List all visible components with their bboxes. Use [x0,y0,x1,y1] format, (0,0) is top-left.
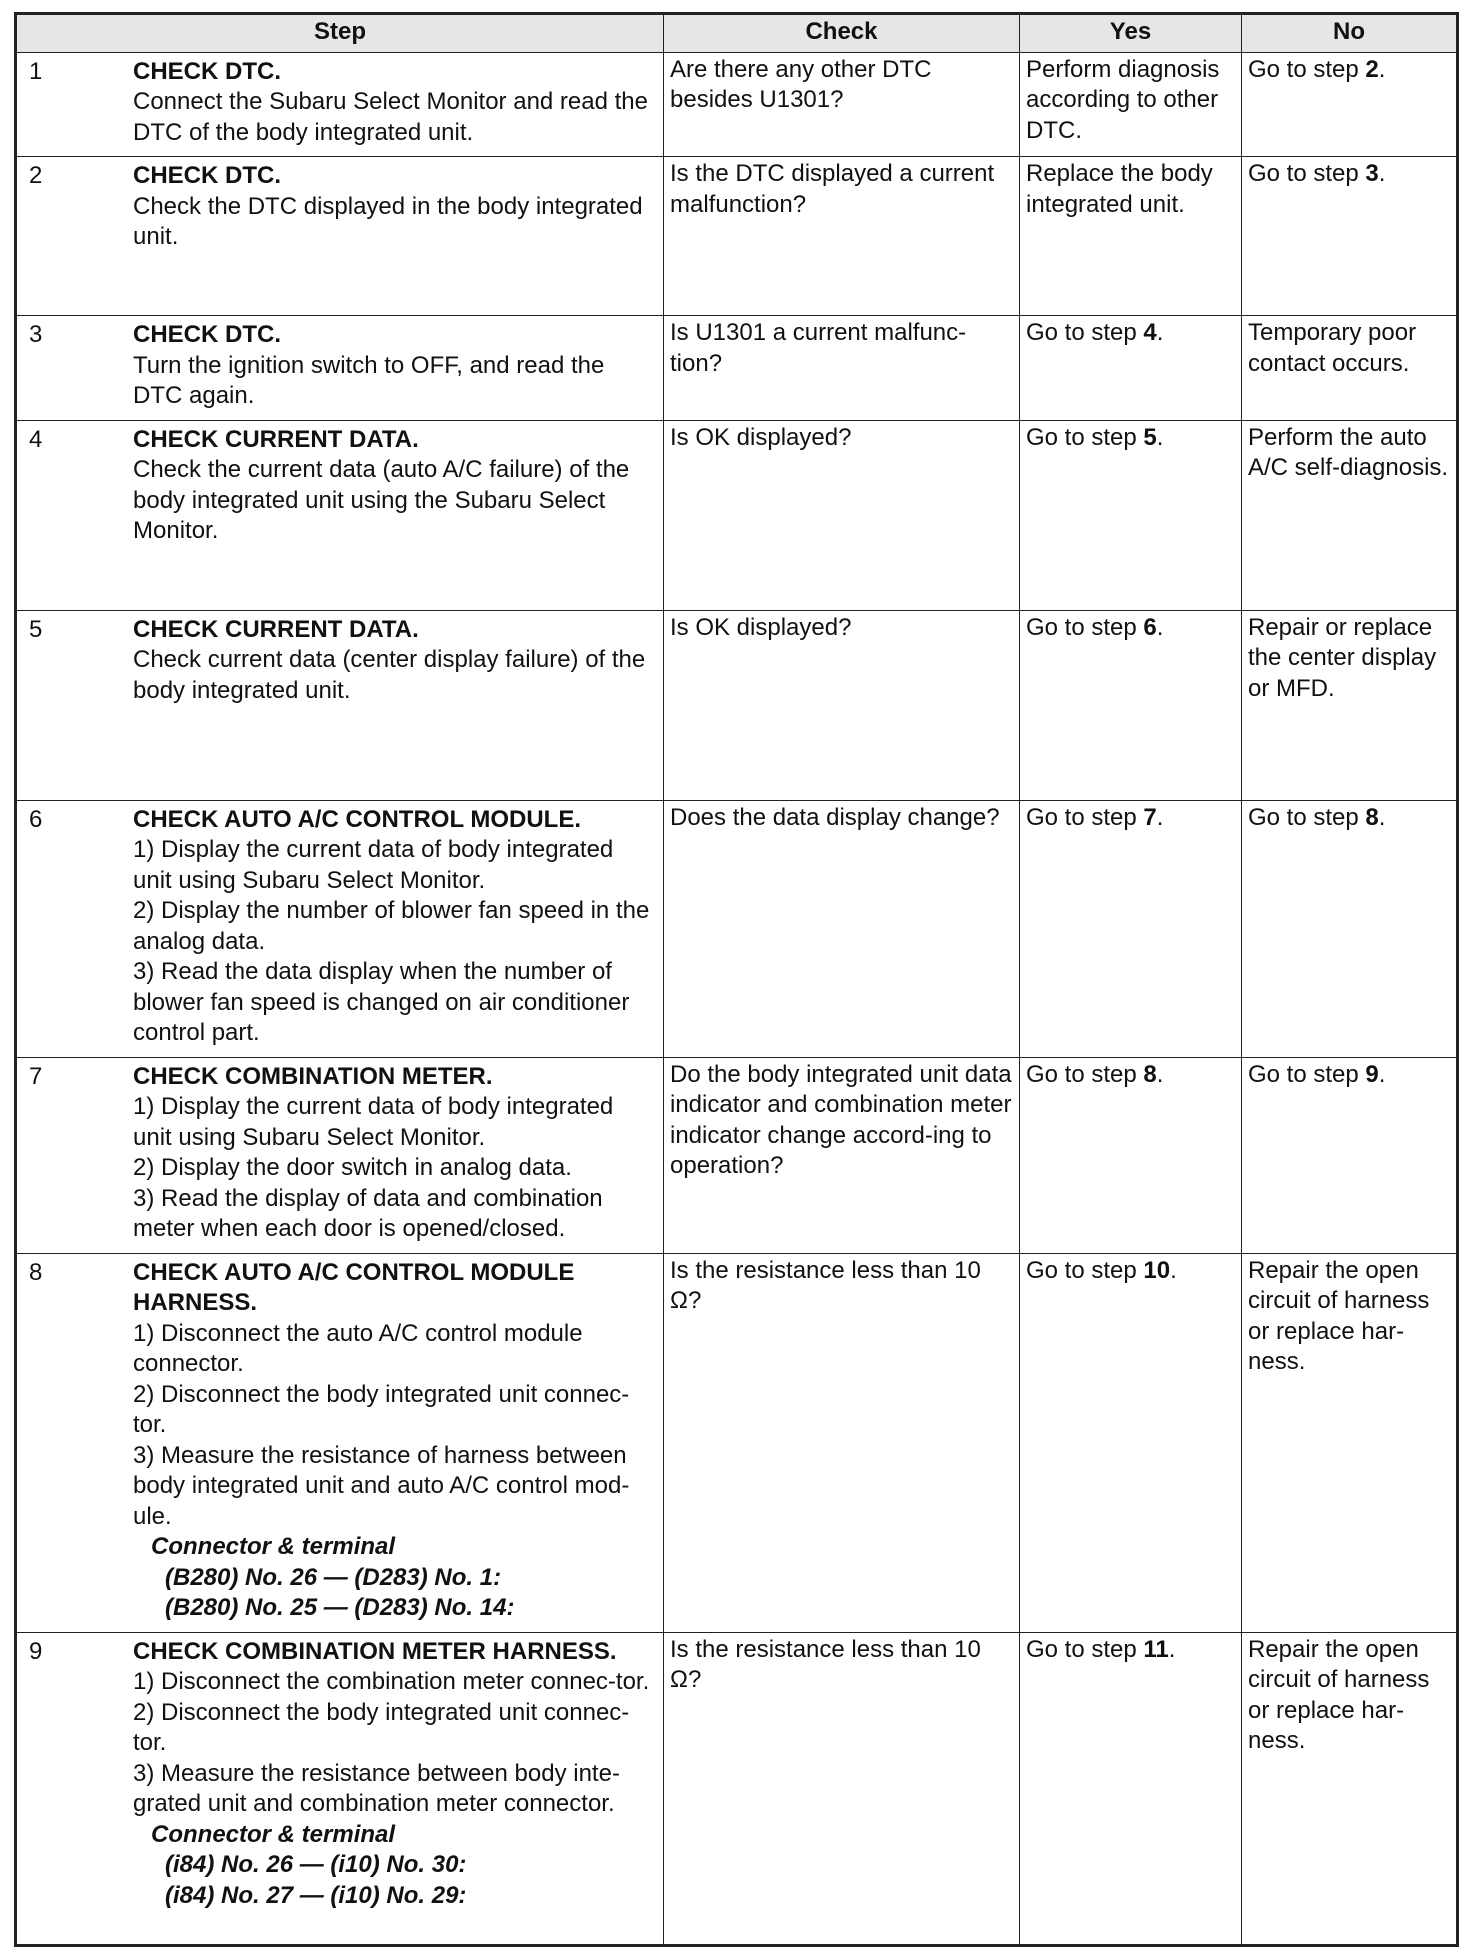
check-cell: Do the body integrated unit data indicator and combination meter indicator change accord-ing to operation? [664,1057,1020,1253]
check-cell: Is the DTC displayed a current malfunction? [664,157,1020,316]
step-text: Check the current data (auto A/C failure) of the body integrated unit using the Subaru Select Monitor. [133,456,630,544]
step-substep: 2) Display the door switch in analog data. [133,1154,572,1181]
check-cell: Is the resistance less than 10 Ω? [664,1632,1020,1945]
step-substep: 3) Measure the resistance between body inte-grated unit and combination meter connector. [133,1759,620,1817]
table-row [16,1057,1458,1253]
step-substep: 2) Disconnect the body integrated unit connec-tor. [133,1380,630,1438]
step-substep: 1) Display the current data of body integrated unit using Subaru Select Monitor. [133,1093,614,1151]
no-cell: Go to step 8. [1242,800,1458,1057]
step-number: 2 [29,162,43,189]
header-step: Step [16,14,664,53]
step-cell [16,52,664,157]
step-substep: 2) Disconnect the body integrated unit connec-tor. [133,1698,630,1756]
yes-cell: Perform diagnosis according to other DTC. [1020,52,1242,157]
yes-cell: Go to step 11. [1020,1632,1242,1945]
step-title: CHECK CURRENT DATA. [133,425,419,453]
yes-cell: Go to step 6. [1020,610,1242,800]
check-cell: Is U1301 a current malfunc-tion? [664,316,1020,421]
no-cell: Temporary poor contact occurs. [1242,316,1458,421]
check-cell: Is OK displayed? [664,610,1020,800]
header-no: No [1242,14,1458,53]
no-cell: Go to step 3. [1242,157,1458,316]
step-content [133,55,657,153]
header-yes: Yes [1020,14,1242,53]
step-cell [16,1057,664,1253]
no-cell: Perform the auto A/C self-diagnosis. [1242,420,1458,610]
check-cell: Is the resistance less than 10 Ω? [664,1253,1020,1632]
step-title: CHECK AUTO A/C CONTROL MODULE. [133,805,581,833]
connector-terminal-line: (B280) No. 25 — (D283) No. 14: [165,1594,515,1621]
connector-terminal-line: (i84) No. 27 — (i10) No. 29: [165,1881,467,1909]
header-row [16,14,1458,53]
step-text: Check current data (center display failure) of the body integrated unit. [133,646,646,704]
step-content [133,1256,657,1628]
step-content [133,1060,657,1249]
step-title: CHECK DTC. [133,162,281,189]
step-cell [16,1253,664,1632]
step-text: Turn the ignition switch to OFF, and read the DTC again. [133,351,605,409]
diagnostic-table [14,12,1459,1947]
yes-cell: Go to step 10. [1020,1253,1242,1632]
step-title: CHECK COMBINATION METER HARNESS. [133,1637,617,1665]
step-substep: 3) Read the display of data and combination meter when each door is opened/closed. [133,1184,603,1242]
step-content [133,1635,657,1916]
step-number: 5 [29,615,43,643]
connector-terminal-line: (i84) No. 26 — (i10) No. 30: [165,1851,467,1878]
step-substep: 3) Read the data display when the number of blower fan speed is changed on air conditioner control part. [133,958,630,1046]
table-row [16,1253,1458,1632]
check-cell: Does the data display change? [664,800,1020,1057]
step-text: Check the DTC displayed in the body integrated unit. [133,192,643,250]
step-content [133,159,657,257]
table-row [16,157,1458,316]
table-row [16,316,1458,421]
step-number: 9 [29,1637,43,1665]
step-cell [16,420,664,610]
step-cell [16,610,664,800]
check-cell: Is OK displayed? [664,420,1020,610]
connector-terminal-title: Connector & terminal [151,1820,396,1848]
yes-cell: Go to step 8. [1020,1057,1242,1253]
table-row [16,610,1458,800]
table-row [16,52,1458,157]
step-content [133,423,657,551]
step-content [133,613,657,711]
yes-cell: Go to step 7. [1020,800,1242,1057]
no-cell: Repair the open circuit of harness or replace har-ness. [1242,1253,1458,1632]
step-number: 7 [29,1062,43,1090]
table-row [16,800,1458,1057]
diagnostic-table-container [14,12,1456,1947]
step-substep: 3) Measure the resistance of harness between body integrated unit and auto A/C control mod-ule. [133,1441,630,1530]
step-number: 8 [29,1258,43,1286]
step-number: 1 [29,57,43,85]
yes-cell: Go to step 5. [1020,420,1242,610]
step-substep: 1) Disconnect the auto A/C control module connector. [133,1319,583,1377]
yes-cell: Go to step 4. [1020,316,1242,421]
step-title: CHECK COMBINATION METER. [133,1062,493,1090]
step-cell [16,800,664,1057]
step-title: CHECK AUTO A/C CONTROL MODULE HARNESS. [133,1258,575,1316]
no-cell: Go to step 2. [1242,52,1458,157]
step-cell [16,157,664,316]
step-substep: 1) Display the current data of body integrated unit using Subaru Select Monitor. [133,836,614,894]
check-cell: Are there any other DTC besides U1301? [664,52,1020,157]
no-cell: Go to step 9. [1242,1057,1458,1253]
step-number: 4 [29,425,43,453]
no-cell: Repair the open circuit of harness or replace har-ness. [1242,1632,1458,1945]
no-cell: Repair or replace the center display or MFD. [1242,610,1458,800]
header-check: Check [664,14,1020,53]
table-row [16,1632,1458,1945]
connector-terminal-title: Connector & terminal [151,1533,396,1560]
yes-cell: Replace the body integrated unit. [1020,157,1242,316]
step-title: CHECK DTC. [133,321,281,348]
step-content [133,803,657,1053]
step-number: 3 [29,321,43,348]
step-title: CHECK DTC. [133,57,281,85]
connector-terminal-line: (B280) No. 26 — (D283) No. 1: [165,1563,502,1591]
step-substep: 2) Display the number of blower fan speed in the analog data. [133,897,650,955]
step-cell [16,316,664,421]
table-row [16,420,1458,610]
step-substep: 1) Disconnect the combination meter connec-tor. [133,1668,650,1695]
step-number: 6 [29,805,43,833]
step-text: Connect the Subaru Select Monitor and read the DTC of the body integrated unit. [133,88,648,146]
step-cell [16,1632,664,1945]
step-title: CHECK CURRENT DATA. [133,615,419,643]
step-content [133,318,657,416]
